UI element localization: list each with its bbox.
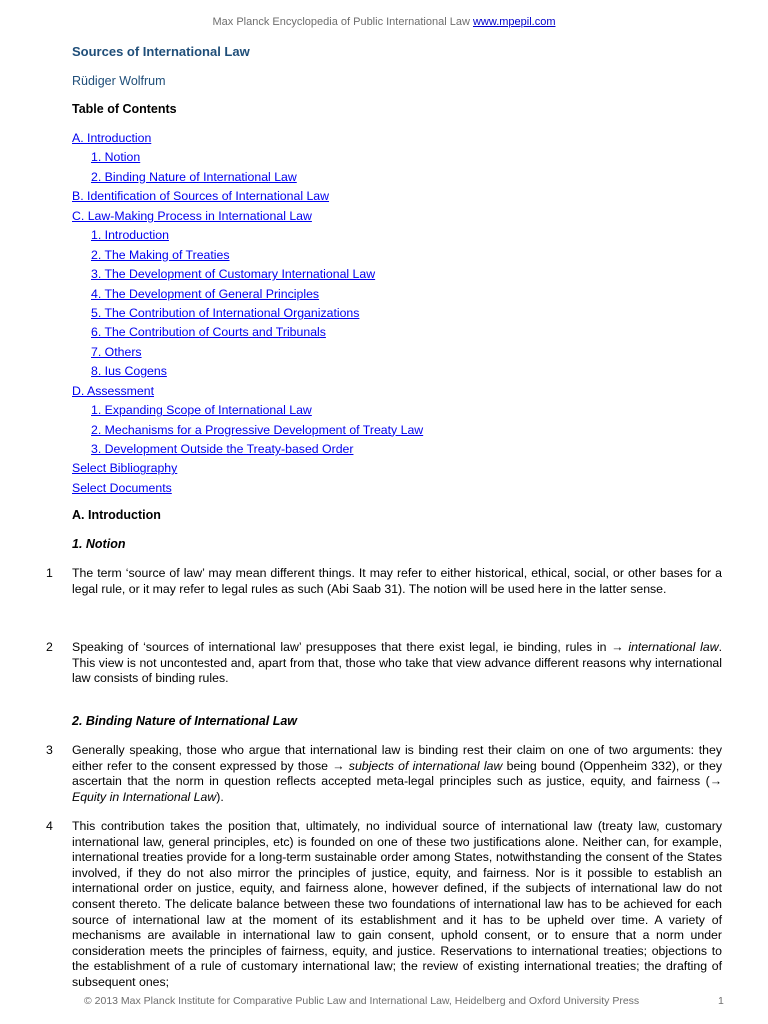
toc-link[interactable]: 1. Introduction — [91, 228, 169, 243]
subsection-heading-binding-nature: 2. Binding Nature of International Law — [72, 714, 298, 728]
toc-link[interactable]: 1. Expanding Scope of International Law — [91, 403, 312, 418]
paragraph-number: 1 — [46, 566, 53, 580]
paragraph-1: The term ‘source of law’ may mean different things. It may refer to either historical, ethical, social, or other bases for a legal rule, or it may refer to legal rules as such (Abi Saab 31). The notion will be used here in the latter sense. — [72, 566, 722, 596]
toc-link[interactable]: 2. Binding Nature of International Law — [91, 169, 297, 184]
article-author: Rüdiger Wolfrum — [72, 74, 166, 88]
section-heading-introduction: A. Introduction — [72, 508, 161, 522]
cross-reference[interactable]: international law — [628, 640, 719, 654]
paragraph-text: Generally speaking, those who argue that international law is binding rest their claim on one of two arguments: they either refer to the consent expressed by those → — [72, 743, 722, 773]
paragraph-number: 3 — [46, 743, 53, 757]
paragraph-text: ). — [216, 789, 224, 804]
toc-link[interactable]: 7. Others — [91, 344, 142, 359]
toc-link[interactable]: 4. The Development of General Principles — [91, 286, 320, 301]
paragraph-4: This contribution takes the position that, ultimately, no individual source of international law (treaty law, customary international law, general principles, etc) is founded on one of these two justifications alone. Neither can, for example, international treaties provide for a long-term sustainable order among States, notwithstanding the consent of the States involved, if they do not also mirror the principles of justice, equity, and fairness. Nor is it possible to establish an international order on justice, equity, and fairness alone, however defined, if the subjects of international law do not consent thereto. The delicate balance between these two foundations of international law has to be achieved for each source of international law at the moment of its establishment and it has to be upheld over time. A variety of mechanisms are available in international law to gain consent, uphold consent, or to ensure that a norm under consideration meets the principles of fairness, equity, and justice. Reservations to international treaties; objections to the establishment of a rule of customary international law; the review of existing international treaties; the drafting of subsequent ones; — [72, 819, 722, 989]
paragraph-2 — [72, 640, 722, 687]
page-number: 1 — [718, 995, 724, 1007]
toc-link[interactable]: 2. The Making of Treaties — [91, 247, 230, 262]
toc-link[interactable]: 1. Notion — [91, 150, 141, 165]
paragraph-3 — [72, 743, 722, 805]
toc-link[interactable]: A. Introduction — [72, 131, 152, 145]
toc-link[interactable]: Select Bibliography — [72, 461, 178, 476]
toc-link[interactable]: 6. The Contribution of Courts and Tribunals — [91, 325, 326, 340]
toc-link[interactable]: 2. Mechanisms for a Progressive Development of Treaty Law — [91, 422, 424, 437]
paragraph-text: being bound (Oppenheim 332), or they ascertain that the norm in question reflects accepted meta-legal principles such as justice, equity, and fairness (→ — [72, 758, 722, 789]
toc-link[interactable]: 3. The Development of Customary International Law — [91, 267, 376, 282]
header-link[interactable]: www.mpepil.com — [472, 16, 556, 28]
running-header — [0, 16, 768, 28]
toc-link[interactable]: C. Law-Making Process in International Law — [72, 208, 312, 223]
header-text: Max Planck Encyclopedia of Public International Law — [212, 16, 473, 28]
cross-reference[interactable]: subjects of international law — [348, 758, 503, 773]
toc-link[interactable]: 5. The Contribution of International Organizations — [91, 305, 360, 320]
toc-link[interactable]: 8. Ius Cogens — [91, 364, 167, 379]
paragraph-text: Speaking of ‘sources of international law’ presupposes that there exist legal, ie binding, rules in → — [72, 640, 629, 654]
toc-heading: Table of Contents — [72, 102, 177, 116]
toc-link[interactable]: B. Identification of Sources of International Law — [72, 189, 330, 204]
cross-reference[interactable]: Equity in International Law — [72, 789, 217, 804]
footer-copyright: © 2013 Max Planck Institute for Comparative Public Law and International Law, Heidelberg and Oxford University Press — [84, 995, 640, 1007]
article-title: Sources of International Law — [72, 44, 250, 59]
toc-link[interactable]: D. Assessment — [72, 383, 155, 398]
subsection-heading-notion: 1. Notion — [72, 537, 126, 551]
paragraph-number: 2 — [46, 640, 53, 654]
table-of-contents — [72, 129, 672, 498]
paragraph-text: . This view is not uncontested and, apart from that, those who take that view advance different reasons why international law consists of binding rules. — [72, 640, 722, 686]
toc-link[interactable]: 3. Development Outside the Treaty-based Order — [91, 442, 354, 456]
toc-link[interactable]: Select Documents — [72, 480, 172, 495]
paragraph-number: 4 — [46, 819, 53, 833]
